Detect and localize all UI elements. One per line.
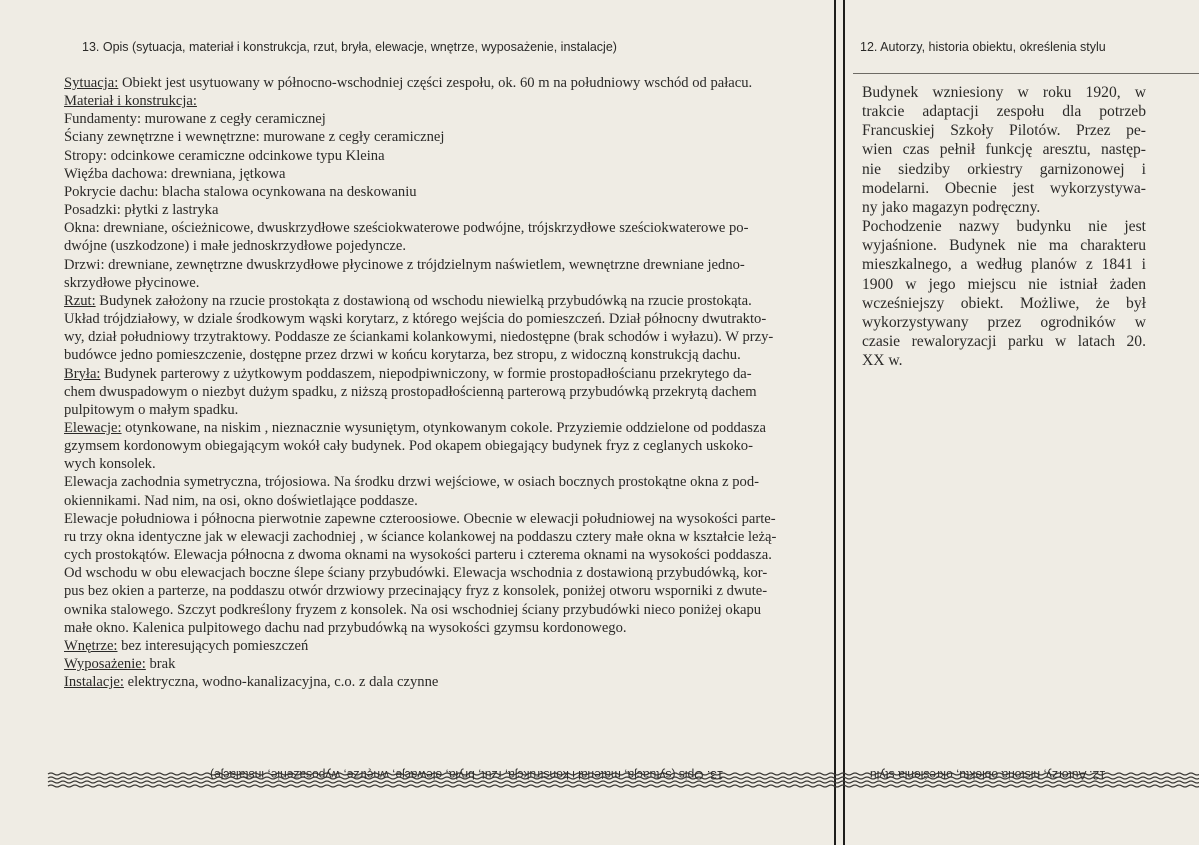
body-text: chem dwuspadowym o niezbyt dużym spadku, z niższą prostopadłościenną parterową przybudówką przekrytą dachem bbox=[64, 383, 757, 400]
body-text: bez interesujących pomieszczeń bbox=[117, 637, 309, 654]
body-text: otynkowane, na niskim , nieznacznie wysuniętym, otynkowanym cokole. Przyziemie oddzielone od poddasza bbox=[121, 419, 766, 436]
body-line bbox=[64, 74, 829, 92]
body-line bbox=[64, 274, 829, 292]
body-line: wykorzystywany przez ogrodników w bbox=[862, 313, 1146, 331]
body-line bbox=[64, 564, 829, 582]
body-text: ru trzy okna identyczne jak w elewacji zachodniej , w ściance kolankowej na poddaszu cztery małe okna w kształcie leżą- bbox=[64, 528, 777, 545]
body-line bbox=[64, 655, 829, 673]
field-label: Bryła: bbox=[64, 365, 101, 382]
body-line bbox=[64, 147, 829, 165]
body-text: Okna: drewniane, ościeżnicowe, dwuskrzydłowe sześciokwaterowe podwójne, trójskrzydłowe sześciokwaterowe po- bbox=[64, 220, 749, 237]
mirrored-heading-12: 12. Autorzy, historia obiektu, określenia stylu bbox=[870, 768, 1106, 782]
field-label: Elewacje: bbox=[64, 419, 122, 436]
body-text: elektryczna, wodno-kanalizacyjna, c.o. z dala czynne bbox=[123, 674, 439, 691]
body-text: ownika stalowego. Szczyt podkreślony fryzem z konsolek. Na osi wschodniej ściany przybudówki nieco poniżej okapu bbox=[64, 601, 762, 618]
body-line bbox=[64, 510, 829, 528]
body-line bbox=[64, 237, 829, 255]
section-12-heading: 12. Autorzy, historia obiektu, określenia stylu bbox=[860, 40, 1106, 54]
body-line: ny jako magazyn podręczny. bbox=[862, 198, 1041, 216]
body-text: wy, dział południowy trzytraktowy. Poddasze ze ściankami kolankowymi, niedostępne (brak schodów i wyłazu). W przy- bbox=[64, 329, 774, 346]
section-12-body bbox=[862, 83, 1146, 370]
body-text: Budynek parterowy z użytkowym poddaszem, niepodpiwniczony, w formie prostopadłościanu przekrytego da- bbox=[100, 365, 752, 382]
body-line: 1900 w jego miejscu nie istniał żaden bbox=[862, 275, 1146, 293]
body-text: Drzwi: drewniane, zewnętrzne dwuskrzydłowe płycinowe z trójdzielnym naświetlem, wewnętrzne drewniane jedno- bbox=[64, 256, 745, 273]
body-line bbox=[64, 92, 829, 110]
body-line bbox=[64, 401, 829, 419]
body-line bbox=[64, 219, 829, 237]
mirrored-heading-13: 13. Opis (sytuacja, materiał i konstrukcja, rzut, bryła, elewacje, wnętrze, wyposażenie, instalacje) bbox=[210, 768, 724, 782]
body-text: okiennikami. Nad nim, na osi, okno doświetlające poddasze. bbox=[64, 492, 418, 509]
body-text: Stropy: odcinkowe ceramiczne odcinkowe typu Kleina bbox=[64, 147, 385, 164]
section-12-heading-rule bbox=[853, 73, 1199, 74]
body-line bbox=[64, 183, 829, 201]
body-text: pus bez okien a parterze, na poddaszu otwór drzwiowy przecinający fryz z konsolek, poniżej otworu wsporniki z dwute- bbox=[64, 583, 768, 600]
body-text: Układ trójdziałowy, w dziale środkowym wąski korytarz, z którego wejścia do pomieszczeń. Dział północny dwutrakto- bbox=[64, 311, 767, 328]
body-line bbox=[64, 601, 829, 619]
body-line bbox=[64, 383, 829, 401]
body-line bbox=[64, 328, 829, 346]
field-label: Wnętrze: bbox=[64, 637, 118, 654]
body-text: Więźba dachowa: drewniana, jętkowa bbox=[64, 165, 286, 182]
field-label: Rzut: bbox=[64, 292, 96, 309]
body-line bbox=[64, 546, 829, 564]
body-text: Pokrycie dachu: blacha stalowa ocynkowana na deskowaniu bbox=[64, 183, 417, 200]
body-line: Budynek wzniesiony w roku 1920, w bbox=[862, 84, 1146, 101]
section-13-heading: 13. Opis (sytuacja, materiał i konstrukcja, rzut, bryła, elewacje, wnętrze, wyposażenie, instalacje) bbox=[82, 40, 617, 54]
body-line: modelarni. Obecnie jest wykorzystywa- bbox=[862, 179, 1146, 197]
body-text: Budynek założony na rzucie prostokąta z dostawioną od wschodu niewielką przybudówką na rzucie prostokąta. bbox=[95, 292, 752, 309]
body-line: Pochodzenie nazwy budynku nie jest bbox=[862, 218, 1146, 236]
body-line bbox=[64, 346, 829, 364]
body-text: dwójne (uszkodzone) i małe jednoskrzydłowe pojedyncze. bbox=[64, 238, 407, 255]
body-line bbox=[64, 201, 829, 219]
body-line bbox=[64, 365, 829, 383]
body-text: skrzydłowe płycinowe. bbox=[64, 274, 200, 291]
body-line: trakcie adaptacji zespołu dla potrzeb bbox=[862, 103, 1146, 121]
body-line bbox=[64, 256, 829, 274]
field-label: Sytuacja: bbox=[64, 75, 119, 91]
section-13-body bbox=[64, 74, 829, 691]
body-text: budówce jedno pomieszczenie, dostępne przez drzwi w końcu korytarza, bez stropu, z widoczną konstrukcją dachu. bbox=[64, 347, 741, 364]
body-text: małe okno. Kalenica pulpitowego dachu nad przybudówką na wysokości gzymsu kordonowego. bbox=[64, 619, 627, 636]
body-line bbox=[64, 473, 829, 491]
body-line bbox=[64, 455, 829, 473]
body-text: Fundamenty: murowane z cegły ceramicznej bbox=[64, 111, 326, 128]
body-text: gzymsem kordonowym obiegającym wokół cały budynek. Pod okapem obiegający budynek fryz z ceglanych uskoko- bbox=[64, 438, 753, 455]
body-line bbox=[64, 673, 829, 691]
body-text: Od wschodu w obu elewacjach boczne ślepe ściany przybudówki. Elewacja wschodnia z dostawioną przybudówką, kor- bbox=[64, 565, 768, 582]
body-line bbox=[64, 619, 829, 637]
field-label: Instalacje: bbox=[64, 674, 124, 691]
body-line bbox=[64, 165, 829, 183]
body-text: pulpitowym o małym spadku. bbox=[64, 401, 239, 418]
body-line: nie siedziby orkiestry garnizonowej i bbox=[862, 160, 1146, 178]
right-column-divider bbox=[843, 0, 845, 845]
body-line: czasie rewaloryzacji parku w latach 20. bbox=[862, 333, 1146, 351]
body-line: XX w. bbox=[862, 352, 903, 370]
body-text: Obiekt jest usytuowany w północno-wschodniej części zespołu, ok. 60 m na południowy wschód od pałacu. bbox=[118, 75, 753, 91]
body-line: Francuskiej Szkoły Pilotów. Przez pe- bbox=[862, 122, 1146, 140]
body-line bbox=[64, 128, 829, 146]
body-text: cych prostokątów. Elewacja północna z dwoma oknami na wysokości parteru i czterema oknami na wysokości poddasza. bbox=[64, 547, 772, 564]
body-line bbox=[64, 437, 829, 455]
body-line bbox=[64, 637, 829, 655]
left-column-divider bbox=[834, 0, 836, 845]
body-line bbox=[64, 528, 829, 546]
body-line: wyjaśnione. Budynek nie ma charakteru bbox=[862, 237, 1146, 255]
body-line: wien czas pełnił funkcję aresztu, następ- bbox=[862, 141, 1146, 159]
body-line bbox=[64, 582, 829, 600]
body-line bbox=[64, 492, 829, 510]
body-text: Ściany zewnętrzne i wewnętrzne: murowane z cegły ceramicznej bbox=[64, 129, 445, 146]
field-label: Wyposażenie: bbox=[64, 656, 146, 672]
body-text: Elewacja zachodnia symetryczna, trójosiowa. Na środku drzwi wejściowe, w osiach bocznych prostokątne okna z pod- bbox=[64, 474, 759, 491]
body-line bbox=[64, 292, 829, 310]
body-text: Elewacje południowa i północna pierwotnie zapewne czteroosiowe. Obecnie w elewacji południowej na wysokości parte- bbox=[64, 510, 776, 527]
body-line bbox=[64, 310, 829, 328]
body-text: Posadzki: płytki z lastryka bbox=[64, 202, 219, 219]
body-text: wych konsolek. bbox=[64, 456, 156, 473]
body-line bbox=[64, 110, 829, 128]
wave-line bbox=[48, 785, 1199, 787]
body-text: brak bbox=[145, 656, 176, 672]
body-line: mieszkalnego, a według planów z 1841 i bbox=[862, 256, 1146, 274]
field-label: Materiał i konstrukcja: bbox=[64, 93, 197, 110]
body-line bbox=[64, 419, 829, 437]
body-line: wcześniejszy obiekt. Możliwe, że był bbox=[862, 294, 1146, 312]
